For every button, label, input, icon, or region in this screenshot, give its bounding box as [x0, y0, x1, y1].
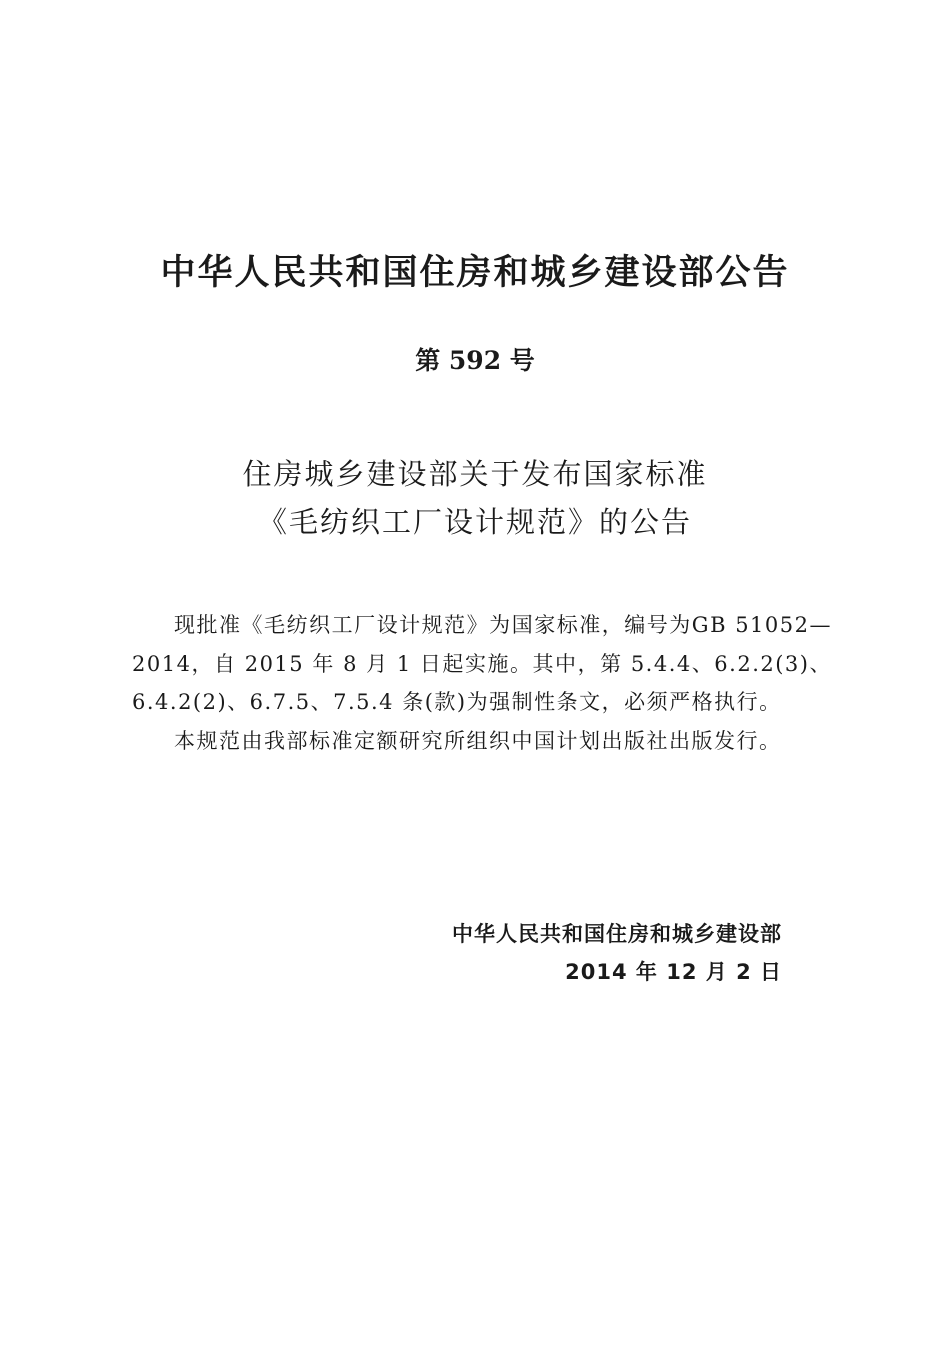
announcement-number: 第 592 号: [415, 346, 535, 375]
issue-date: 2014 年 12 月 2 日: [565, 960, 782, 984]
announcement-title: 中华人民共和国住房和城乡建设部公告: [160, 253, 790, 293]
body-paragraph-approval: 现批准《毛纺织工厂设计规范》为国家标准，编号为GB 51052—2014，自 2015 年 8 月 1 日起实施。其中，第 5.4.4、6.2.2(3)、6.4.2(2)、6.7.5、7.5.4 条(款)为强制性条文，必须严格执行。: [132, 613, 832, 714]
announcement-body: [132, 606, 832, 760]
body-paragraph-publication: 本规范由我部标准定额研究所组织中国计划出版社出版发行。: [174, 728, 782, 753]
subtitle-line-1: 住房城乡建设部关于发布国家标准: [242, 457, 708, 491]
signature-block: [452, 915, 782, 991]
issuer-name: 中华人民共和国住房和城乡建设部: [452, 922, 782, 946]
subtitle-line-2: 《毛纺织工厂设计规范》的公告: [257, 505, 692, 539]
